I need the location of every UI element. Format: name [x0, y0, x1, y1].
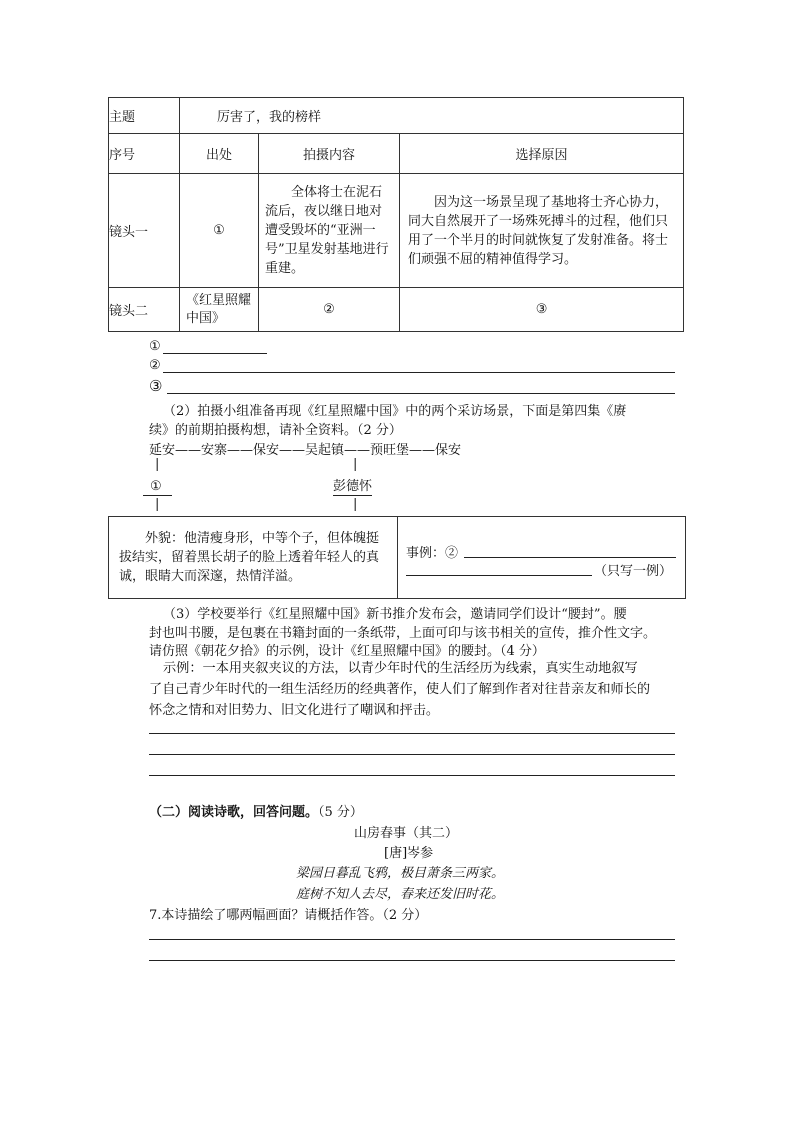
- appearance-cell: [109, 517, 398, 599]
- q3-line2: 封也叫书腰，是包裹在书籍封面的一条纸带，上面可印与该书相关的宣传，推介性文字。: [149, 626, 657, 641]
- poem-section-heading: [149, 801, 363, 820]
- header-source: 出处: [180, 134, 259, 174]
- q2-connector-right-bottom: |: [353, 497, 358, 512]
- shot-two-reason-blank: ③: [400, 288, 684, 332]
- poem-title: 山房春事（其二）: [354, 826, 459, 841]
- q2-route: 延安——安寨——保安——吴起镇——预旺堡——保安: [149, 443, 462, 458]
- shot-two-row: [109, 288, 684, 332]
- q2-text-line2: 续》的前期拍摄构想，请补全资料。（2 分）: [149, 423, 402, 438]
- q2-person: 彭德怀: [333, 479, 373, 494]
- q2-connector-left-bottom: |: [155, 497, 160, 512]
- poem-section-score: （5 分）: [318, 805, 363, 820]
- header-index: 序号: [109, 134, 180, 174]
- answer-line-1[interactable]: [163, 353, 267, 354]
- example-line-1[interactable]: [464, 557, 676, 558]
- appearance-text: 外貌：他清瘦身形，中等个子，但体魄挺拔结实，留着黑长胡子的脸上透着年轻人的真诚，眼睛大而深邃，热情洋溢。: [119, 531, 380, 584]
- theme-label: 主题: [109, 98, 180, 134]
- shot-one-label: 镜头一: [109, 174, 180, 288]
- shot-two-label: 镜头二: [109, 288, 180, 332]
- poem-section-heading-text: （二）阅读诗歌，回答问题。: [149, 805, 319, 820]
- q3-answer-line-1[interactable]: [149, 733, 675, 734]
- example-note: （只写一例）: [594, 564, 673, 579]
- q3-answer-line-2[interactable]: [149, 754, 675, 755]
- answer-label-1: ①: [149, 339, 161, 354]
- q2-connector-left-top: |: [155, 457, 160, 472]
- example-label: 事例：②: [406, 546, 459, 561]
- q2-blank-1-label: ①: [150, 479, 162, 494]
- q2-blank-1-line[interactable]: [143, 495, 172, 496]
- q2-connector-right-top: |: [353, 457, 358, 472]
- poem-line-1: 梁园日暮乱飞鸦，极目萧条三两家。: [296, 866, 505, 881]
- answer-label-2: ②: [149, 358, 161, 373]
- shot-one-source-blank: ①: [180, 174, 259, 288]
- header-reason: 选择原因: [400, 134, 684, 174]
- shot-one-content: [259, 174, 400, 288]
- profile-box: [108, 516, 686, 599]
- q3-answer-line-3[interactable]: [149, 775, 675, 776]
- shot-one-content-text: 全体将士在泥石流后，夜以继日地对遭受毁坏的“亚洲一号”卫星发射基地进行重建。: [265, 185, 389, 276]
- shot-one-row: [109, 174, 684, 288]
- question-7: 7.本诗描绘了哪两幅画面？请概括作答。（2 分）: [149, 908, 428, 923]
- q3-line3: 请仿照《朝花夕拾》的示例，设计《红星照耀中国》的腰封。（4 分）: [149, 644, 545, 659]
- q2-text-line1: （2）拍摄小组准备再现《红星照耀中国》中的两个采访场景，下面是第四集《赓: [163, 404, 627, 419]
- header-content: 拍摄内容: [259, 134, 400, 174]
- q3-line1: （3）学校要举行《红星照耀中国》新书推介发布会，邀请同学们设计“腰封”。腰: [163, 607, 627, 622]
- poem-author: [唐]岑参: [384, 846, 434, 861]
- q3-example-line1: 示例：一本用夹叙夹议的方法，以青少年时代的生活经历为线索，真实生动地叙写: [163, 661, 638, 676]
- q3-example-line3: 怀念之情和对旧势力、旧文化进行了嘲讽和抨击。: [149, 703, 440, 718]
- q3-example-line2: 了自己青少年时代的一组生活经历的经典著作，使人们了解到作者对往昔亲友和师长的: [149, 682, 651, 697]
- theme-row: [109, 98, 684, 134]
- poem-line-2: 庭树不知人去尽，春来还发旧时花。: [296, 887, 505, 902]
- answer-line-2[interactable]: [163, 372, 675, 373]
- shot-one-reason: [400, 174, 684, 288]
- answer-label-3: ③: [149, 377, 163, 395]
- q7-answer-line-2[interactable]: [149, 960, 675, 961]
- shooting-plan-table: [108, 97, 684, 332]
- answer-line-3[interactable]: [167, 393, 675, 394]
- theme-value: 厉害了，我的榜样: [180, 98, 684, 134]
- q7-answer-line-1[interactable]: [149, 939, 675, 940]
- example-line-2[interactable]: [406, 575, 592, 576]
- shot-two-content-blank: ②: [259, 288, 400, 332]
- shot-two-source: 《红星照耀中国》: [180, 288, 259, 332]
- shot-one-reason-text: 因为这一场景呈现了基地将士齐心协力，同大自然展开了一场殊死搏斗的过程，他们只用了一个半月的时间就恢复了发射准备。将士们顽强不屈的精神值得学习。: [408, 194, 669, 267]
- header-row: [109, 134, 684, 174]
- example-cell: [398, 517, 686, 599]
